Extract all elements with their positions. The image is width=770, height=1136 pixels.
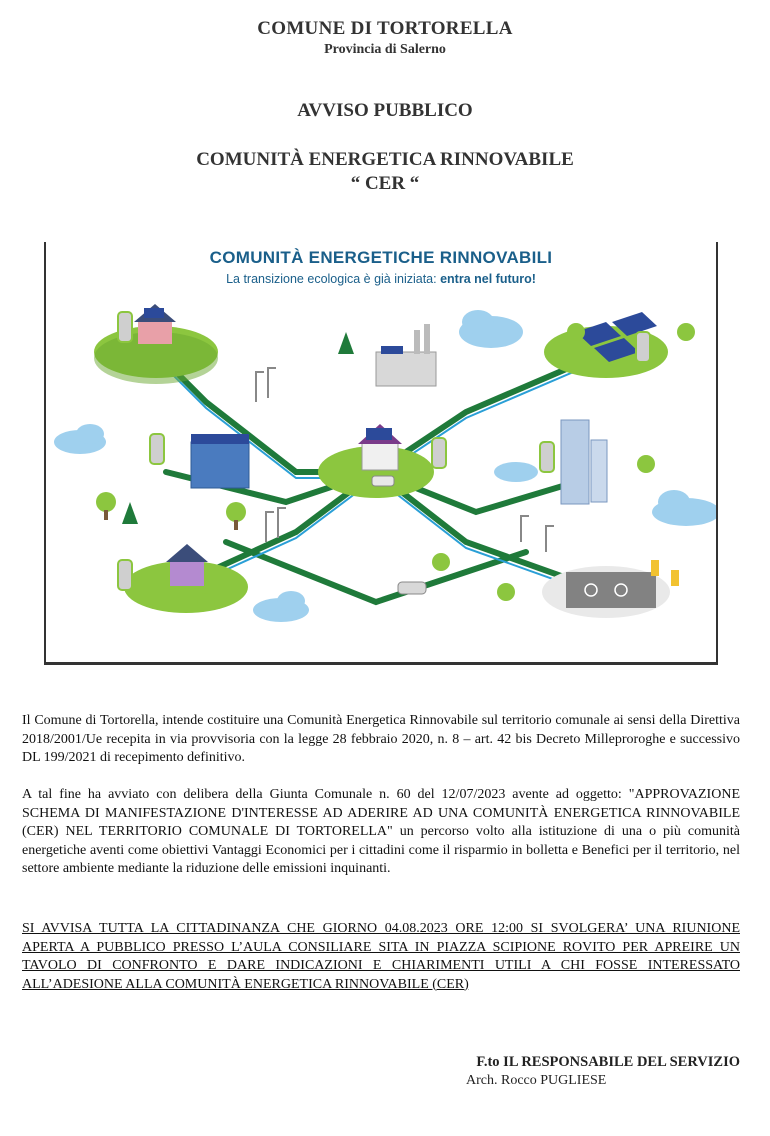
province-name: Provincia di Salerno	[324, 42, 446, 57]
document-title-line2: “ CER “	[350, 173, 420, 194]
cer-illustration	[44, 242, 718, 665]
document-title	[0, 148, 770, 196]
illustration-subtitle-bold: entra nel futuro!	[440, 272, 536, 286]
document-title-line1: COMUNITÀ ENERGETICA RINNOVABILE	[196, 149, 574, 170]
paragraph-intro: Il Comune di Tortorella, intende costituire una Comunità Energetica Rinnovabile sul territorio comunale ai sensi della Direttiva 2018/2001/Ue recepita in via provvisoria con la legge 28 febbraio 2020, n. 8 – art. 42 bis Decreto Milleproroghe e successivo DL 199/2021 di recepimento definitivo.	[22, 713, 740, 765]
paragraph-deliberation: A tal fine ha avviato con delibera della Giunta Comunale n. 60 del 12/07/2023 avente ad oggetto: "APPROVAZIONE SCHEMA DI MANIFESTAZIONE D'INTERESSE AD ADERIRE AD UNA COMUNITÀ ENERGETICA RINNOVABILE (CER) NEL TERRITORIO COMUNALE DI TORTORELLA" un percorso volto alla istituzione di una o più comunità energetiche aventi come obiettivi Vantaggi Economici per i cittadini come il risparmio in bolletta e Benefici per il territorio, nel settore ambiente mediante la riduzione delle emissioni inquinanti.	[22, 787, 740, 876]
signature-name: Arch. Rocco PUGLIESE	[466, 1073, 607, 1088]
illustration-title: COMUNITÀ ENERGETICHE RINNOVABILI	[209, 248, 553, 267]
factory-icon	[376, 324, 436, 386]
energy-community-graphic	[46, 292, 716, 662]
paragraph-meeting-announcement: SI AVVISA TUTTA LA CITTADINANZA CHE GIORNO 04.08.2023 ORE 12:00 SI SVOLGERA’ UNA RIUNIONE APERTA A PUBBLICO PRESSO L’AULA CONSILIARE SITA IN PIAZZA SCIPIONE ROVITO PER APREIRE UN TAVOLO DI CONFRONTO E DARE INDICAZIONI E CHIARIMENTI UTILI A CHI FOSSE INTERESSATO ALL’ADESIONE ALLA COMUNITÀ ENERGETICA RINNOVABILE (CER)	[22, 921, 740, 992]
notice-title: AVVISO PUBBLICO	[297, 100, 473, 121]
municipality-name: COMUNE DI TORTORELLA	[257, 18, 513, 39]
illustration-subtitle-normal: La transizione ecologica è già iniziata:	[226, 272, 441, 286]
illustration-subtitle	[46, 272, 716, 286]
signature-title: F.to IL RESPONSABILE DEL SERVIZIO	[476, 1054, 740, 1070]
